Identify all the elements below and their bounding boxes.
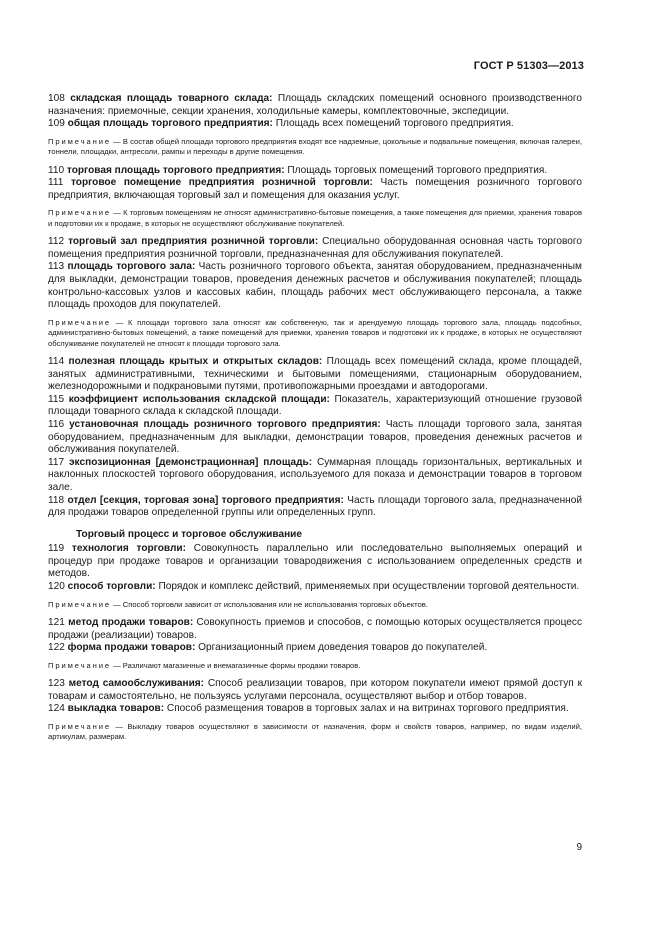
term-name: полезная площадь крытых и открытых складов: — [68, 355, 323, 367]
note-label: Примечание — [48, 660, 111, 670]
term-definition: Организационный прием доведения товаров до покупателей. — [195, 642, 488, 654]
term-name: форма продажи товаров: — [67, 642, 196, 654]
note-120 — [48, 600, 582, 610]
page-number: 9 — [576, 842, 582, 853]
term-122 — [48, 642, 582, 655]
term-number: 115 — [48, 393, 65, 405]
term-definition: Способ реализации товаров, при котором покупатели имеют прямой доступ к товарам и самостоятельно, не пользуясь услугами персонала, осуществляют выбор и отбор товаров. — [48, 678, 582, 702]
term-definition: Совокупность приемов и способов, с помощью которых осуществляется процесс продажи (реализации) товаров. — [48, 617, 583, 641]
note-label: Примечание — [48, 722, 111, 732]
note-label: Примечание — [48, 599, 111, 609]
term-123 — [48, 678, 582, 703]
note-dash: — — [110, 660, 123, 670]
note-text: В состав общей площади торгового предприятия входят все надземные, цокольные и подвальные помещения, включая галереи, тоннели, площадки, антресоли, рампы и переходы в другие помещения. — [48, 136, 582, 157]
note-113 — [48, 318, 582, 349]
term-definition: Часть площади торгового зала, предназначенной для продажи товаров определенной группы или определенных групп. — [48, 494, 582, 519]
term-definition: Способ размещения товаров в торговых залах и на витринах торгового предприятия. — [164, 703, 569, 715]
note-dash: — — [110, 208, 124, 218]
term-number: 119 — [48, 543, 65, 555]
term-name: складская площадь товарного склада: — [70, 93, 273, 104]
note-text: Способ торговли зависит от использования или не использования торговых объектов. — [122, 599, 428, 609]
term-definition: Совокупность параллельно или последовательно выполняемых операций и процедур при продаже товаров и организации товародвижения с использованием определенных средств и методов. — [48, 543, 583, 580]
term-definition: Площадь всех помещений торгового предприятия. — [272, 118, 514, 130]
term-114 — [48, 356, 582, 394]
term-119 — [48, 543, 582, 581]
note-124 — [48, 722, 582, 743]
term-121 — [48, 617, 582, 642]
term-definition: Часть розничного торгового объекта, занятая оборудованием, предназначенным для выкладки, демонстрации товаров, проведения денежных расчетов и обслуживания покупателей; площадь контрольно-кассовых узлов и кассовых кабин, площадь рабочих мест обслуживающего персонала, а также площадь проходов для покупателей. — [48, 261, 582, 311]
term-name: выкладка товаров: — [67, 703, 165, 715]
note-label: Примечание — [48, 136, 111, 146]
note-label: Примечание — [48, 317, 111, 327]
term-number: 122 — [48, 642, 65, 654]
term-number: 116 — [48, 418, 65, 430]
note-label: Примечание — [48, 208, 111, 218]
term-definition: Суммарная площадь горизонтальных, вертикальных и наклонных плоскостей торгового оборудования, используемого для показа и демонстрации товаров в торговом зале. — [48, 456, 582, 493]
term-number: 113 — [48, 261, 65, 273]
term-definition: Часть площади торгового зала, занятая оборудованием, предназначенным для выкладки, демонстрации товаров, проведения денежных расчетов и обслуживания покупателей. — [48, 418, 582, 456]
term-name: метод продажи товаров: — [68, 617, 194, 629]
term-number: 108 — [48, 93, 65, 104]
term-number: 118 — [48, 494, 65, 506]
note-dash: — — [110, 599, 123, 609]
document-header: ГОСТ Р 51303—2013 — [473, 60, 584, 72]
term-definition: Часть помещения розничного торгового предприятия, включающая торговый зал и помещения для оказания услуг. — [48, 177, 583, 201]
term-name: торговая площадь торгового предприятия: — [66, 164, 285, 176]
term-120 — [48, 581, 582, 594]
term-number: 124 — [48, 703, 65, 715]
term-110 — [48, 165, 582, 178]
term-number: 111 — [48, 177, 64, 189]
note-text: Различают магазинные и внемагазинные формы продажи товаров. — [122, 660, 361, 670]
note-text: Выкладку товаров осуществляют в зависимости от назначения, форм и свойств товаров, например, по видам изделий, артикулам, размерам. — [48, 722, 582, 742]
note-text: К площади торгового зала относят как собственную, так и арендуемую площадь торгового зала, площадь подсобных, административно-бытовых помещений, а также помещений для приемки, хранения товаров и подготовки их к продаже, в которых не осуществляют обслуживание покупателей не относят к площади торгового зала. — [48, 317, 582, 348]
term-111 — [48, 177, 582, 202]
term-name: площадь торгового зала: — [67, 261, 196, 273]
document-body — [48, 93, 582, 750]
note-dash: — — [110, 136, 123, 146]
term-number: 110 — [48, 164, 65, 176]
term-number: 120 — [48, 581, 65, 593]
term-name: технология торговли: — [71, 543, 186, 555]
section-title: Торговый процесс и торговое обслуживание — [76, 528, 302, 540]
term-number: 109 — [48, 118, 65, 130]
term-definition: Показатель, характеризующий отношение грузовой площади товарного склада к складской площади. — [48, 393, 583, 418]
term-definition: Площадь всех помещений склада, кроме площадей, занятых административными, техническими и бытовыми помещениями, стационарным оборудованием, железнодорожными и подкрановыми путями, противопожарными проездами и автодорогами. — [48, 355, 582, 393]
term-109 — [48, 118, 582, 131]
note-text: К торговым помещениям не относят административно-бытовые помещения, а также помещения для приемки, хранения товаров и подготовки их к продаже, в которых не осуществляют обслуживание покупателей. — [48, 208, 582, 228]
note-dash: — — [110, 317, 128, 327]
note-dash: — — [110, 722, 128, 732]
term-definition: Порядок и комплекс действий, применяемых при осуществлении торговой деятельности. — [155, 581, 580, 593]
term-124 — [48, 703, 582, 716]
term-number: 114 — [48, 355, 65, 367]
note-122 — [48, 661, 582, 671]
term-112 — [48, 236, 582, 261]
term-name: установочная площадь розничного торгового предприятия: — [69, 418, 381, 430]
term-number: 123 — [48, 678, 65, 690]
note-109 — [48, 137, 582, 158]
term-definition: Площадь торговых помещений торгового предприятия. — [284, 164, 548, 176]
term-116 — [48, 419, 582, 457]
term-name: способ торговли: — [67, 581, 156, 593]
term-name: экспозиционная [демонстрационная] площадь: — [68, 456, 313, 468]
term-name: торговый зал предприятия розничной торговли: — [68, 236, 319, 248]
term-number: 117 — [48, 456, 65, 468]
term-name: метод самообслуживания: — [68, 678, 205, 690]
term-number: 121 — [48, 617, 65, 629]
term-name: общая площадь торгового предприятия: — [67, 118, 273, 130]
term-117 — [48, 457, 582, 495]
term-name: коэффициент использования складской площади: — [68, 393, 330, 405]
term-number: 112 — [48, 236, 65, 248]
term-name: торговое помещение предприятия розничной торговли: — [70, 177, 373, 189]
term-115 — [48, 394, 582, 419]
term-name: отдел [секция, торговая зона] торгового предприятия: — [67, 494, 344, 506]
term-113 — [48, 261, 582, 311]
term-definition: Площадь складских помещений основного производственного назначения: приемочные, секции хранения, холодильные камеры, комплектовочные, экспедиции. — [48, 93, 582, 117]
note-111 — [48, 208, 582, 229]
term-108 — [48, 93, 582, 118]
term-118 — [48, 495, 582, 520]
term-definition: Специально оборудованная основная часть торгового помещения предприятия розничной торговли, предназначенная для обслуживания покупателей. — [48, 236, 582, 260]
